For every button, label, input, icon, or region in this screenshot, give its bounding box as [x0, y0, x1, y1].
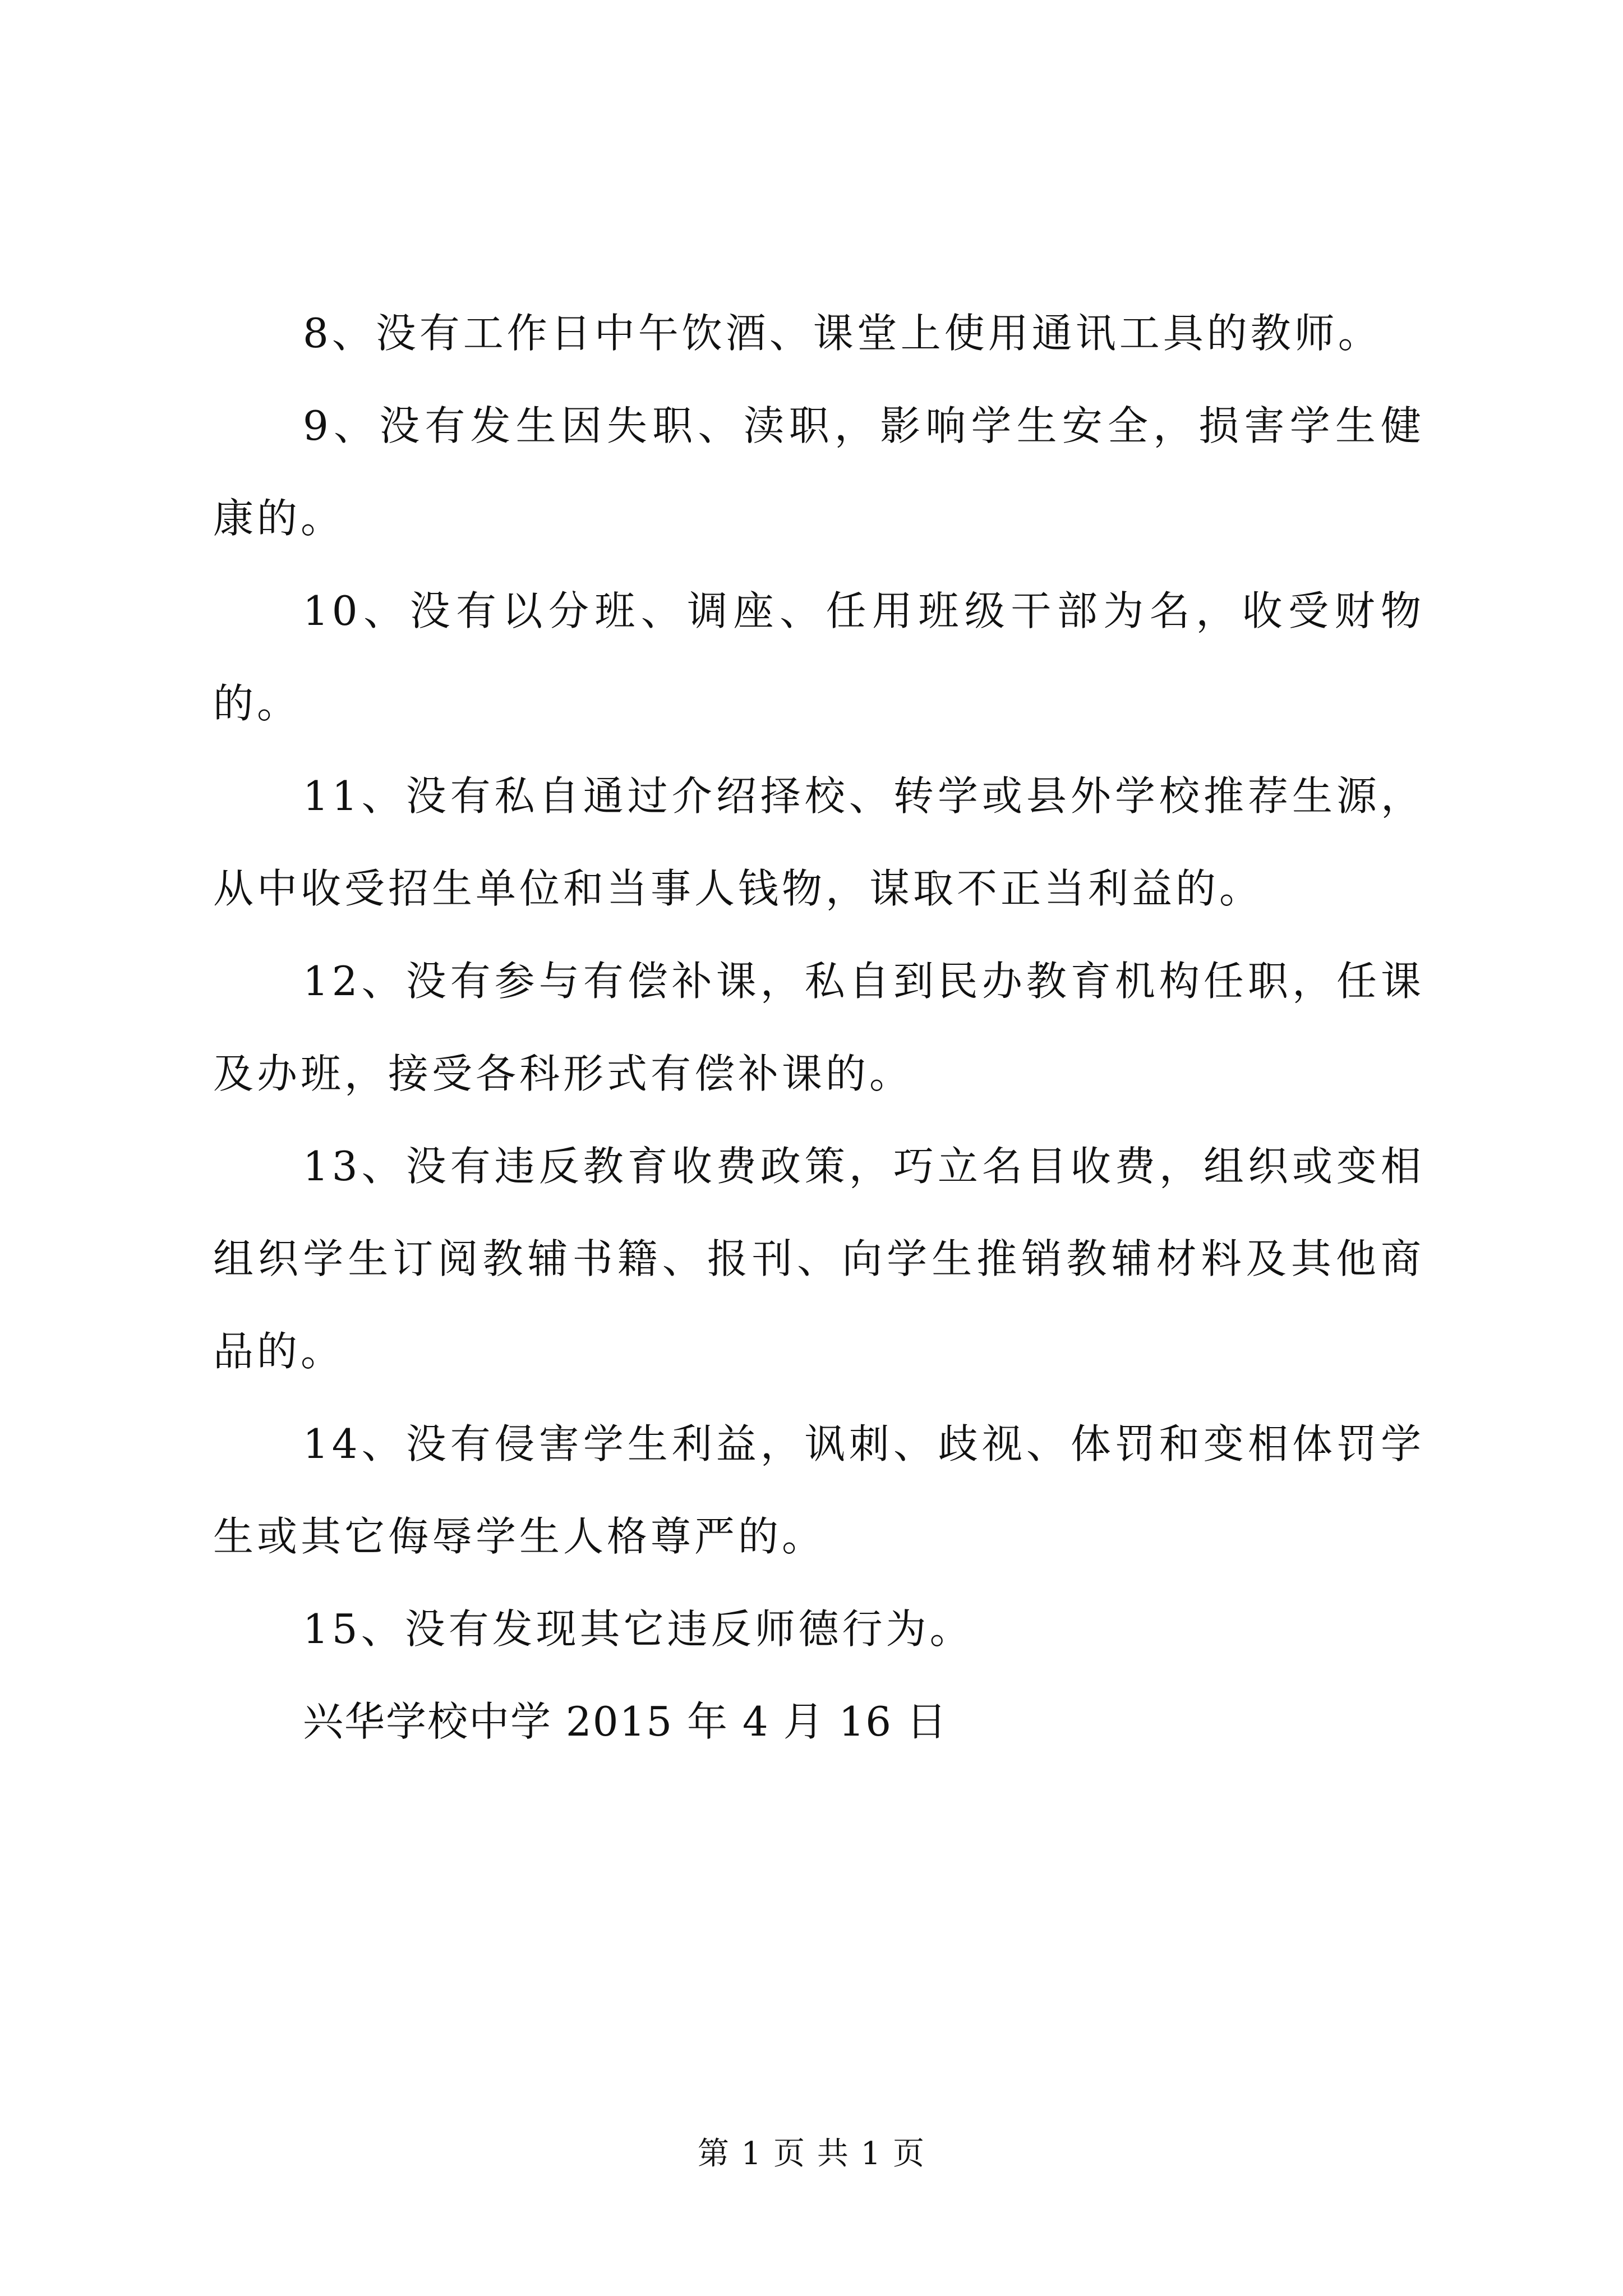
document-body — [213, 287, 1424, 1768]
paragraph-item-10: 10、没有以分班、调座、任用班级干部为名，收受财物的。 — [213, 587, 1424, 727]
paragraph-item-11: 11、没有私自通过介绍择校、转学或县外学校推荐生源，从中收受招生单位和当事人钱物，谋取不正当利益的。 — [213, 772, 1424, 912]
paragraph-item-14: 14、没有侵害学生利益，讽刺、歧视、体罚和变相体罚学生或其它侮辱学生人格尊严的。 — [213, 1420, 1424, 1560]
paragraph-item-9: 9、没有发生因失职、渎职，影响学生安全，损害学生健康的。 — [213, 402, 1424, 542]
signature-line: 兴华学校中学 2015 年 4 月 16 日 — [303, 1698, 948, 1745]
paragraph-item-12: 12、没有参与有偿补课，私自到民办教育机构任职，任课及办班，接受各科形式有偿补课的。 — [213, 958, 1424, 1097]
page-number-footer: 第 1 页 共 1 页 — [697, 2136, 926, 2172]
paragraph-item-15: 15、没有发现其它违反师德行为。 — [303, 1605, 974, 1653]
paragraph-item-13: 13、没有违反教育收费政策，巧立名目收费，组织或变相组织学生订阅教辅书籍、报刊、向学生推销教辅材料及其他商品的。 — [213, 1143, 1424, 1375]
paragraph-item-8: 8、没有工作日中午饮酒、课堂上使用通讯工具的教师。 — [303, 310, 1382, 357]
